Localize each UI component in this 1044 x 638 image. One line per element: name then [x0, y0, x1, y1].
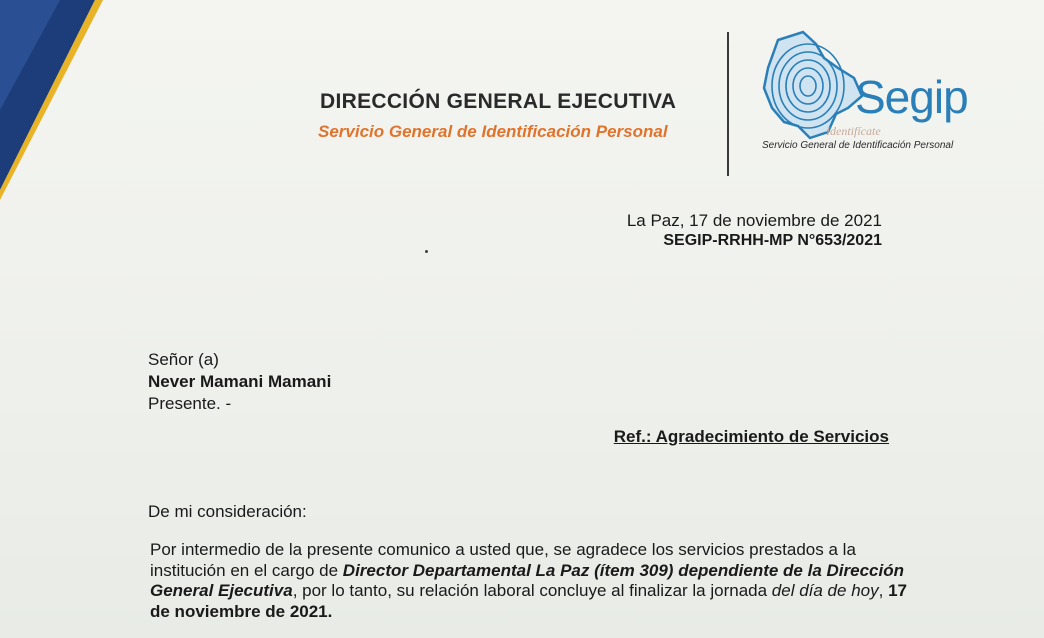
- letter-code: SEGIP-RRHH-MP N°653/2021: [663, 232, 882, 249]
- corner-decoration: [0, 0, 110, 200]
- logo-tagline: Identifícate: [826, 124, 881, 138]
- ink-dot: [425, 250, 428, 253]
- logo-subtitle: Servicio General de Identificación Personal: [762, 140, 954, 151]
- letter-date: La Paz, 17 de noviembre de 2021: [626, 211, 882, 230]
- body-today: del día de hoy: [771, 581, 879, 600]
- logo-wordmark: Segip: [855, 71, 968, 123]
- salutation: Señor (a): [148, 350, 219, 369]
- reference-line: Ref.: Agradecimiento de Servicios: [613, 427, 889, 446]
- letter-body: [150, 540, 910, 622]
- body-direction: Dirección General Ejecutiva: [150, 560, 904, 600]
- body-end-date: 17 de noviembre de 2021.: [150, 581, 907, 621]
- presente-line: Presente. -: [148, 394, 232, 413]
- recipient-name: Never Mamani Mamani: [148, 372, 332, 391]
- header-subtitle: Servicio General de Identificación Personal: [318, 122, 668, 141]
- body-part-6: ,: [878, 581, 889, 600]
- greeting: De mi consideración:: [148, 502, 307, 521]
- body-position: Director Departamental La Paz (ítem 309) dependiente de la: [342, 560, 827, 580]
- body-part-4: , por lo tanto, su relación laboral concluye al finalizar la jornada: [292, 581, 772, 600]
- header-title: DIRECCIÓN GENERAL EJECUTIVA: [320, 90, 677, 113]
- header-divider: [727, 32, 729, 176]
- body-part-1: Por intermedio de la presente comunico a usted que, se agradece los servicios prestados a la institución en el cargo de: [150, 540, 856, 580]
